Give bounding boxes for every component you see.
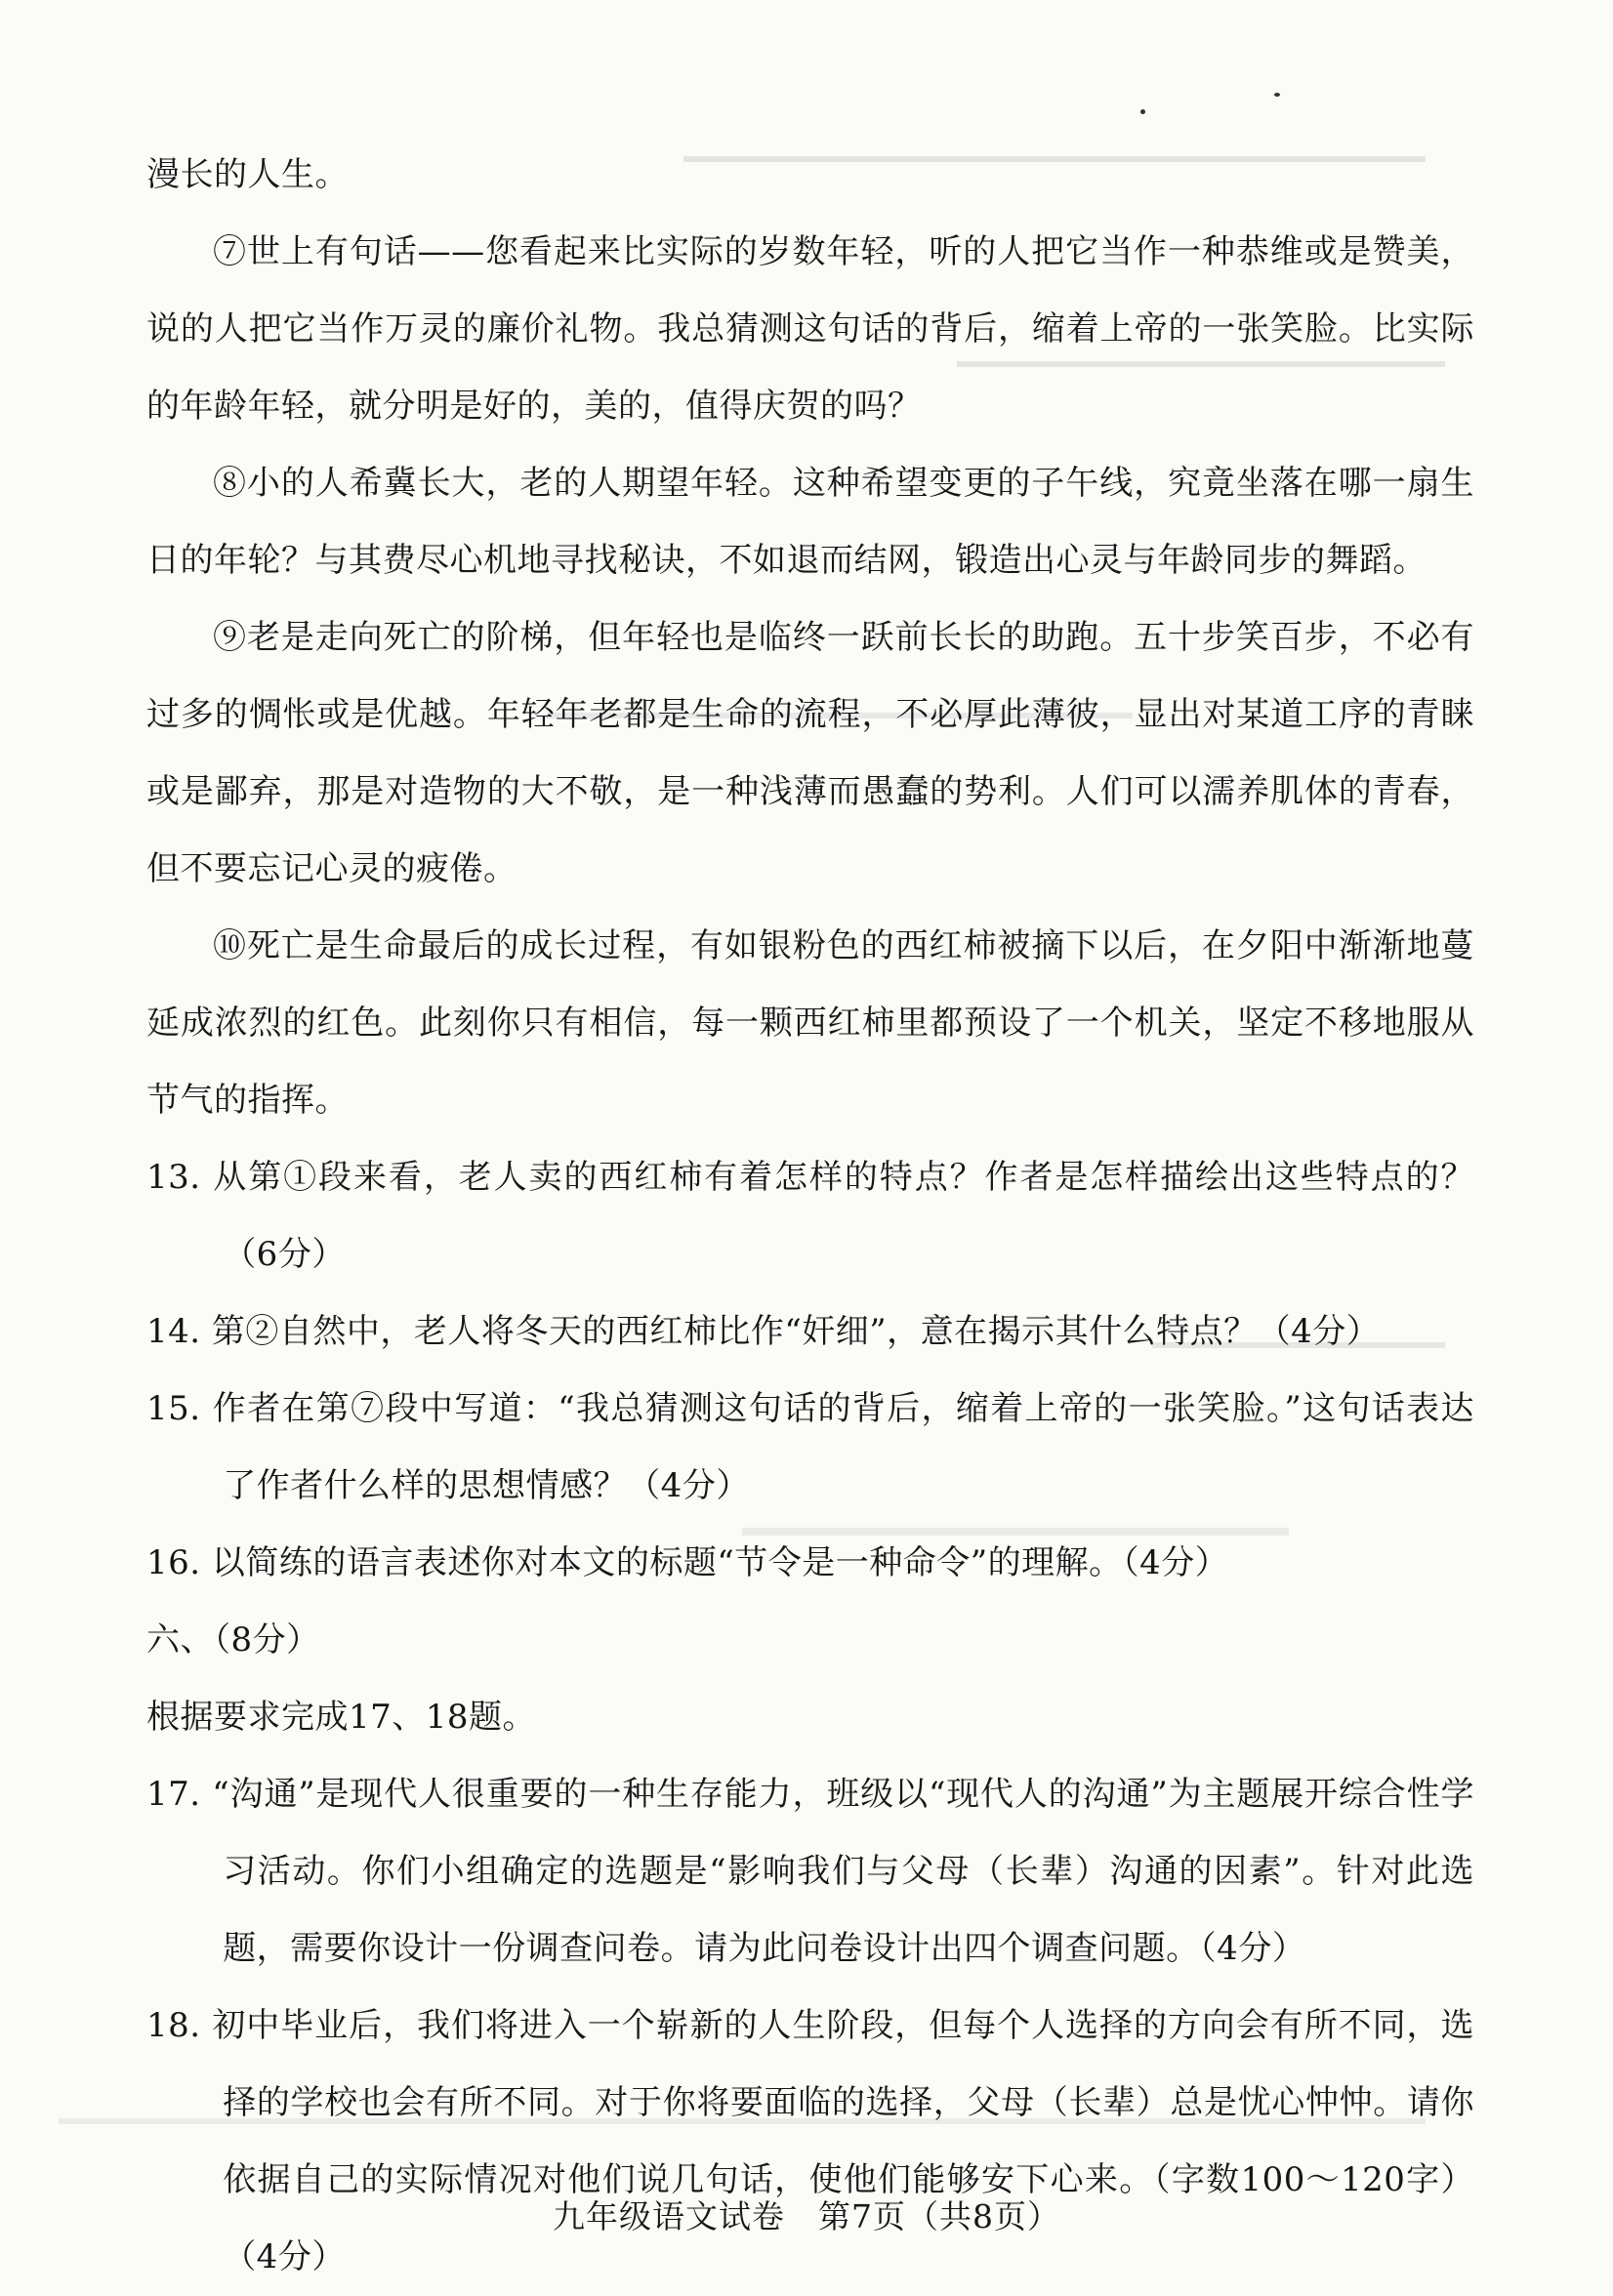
section-heading: 六、（8分） xyxy=(146,1620,320,1660)
page-footer: 九年级语文试卷 第7页（共8页） xyxy=(553,2197,1060,2235)
exam-content xyxy=(146,137,1474,2296)
question-18: 18. 初中毕业后，我们将进入一个崭新的人生阶段，但每个人选择的方向会有所不同，选择的学校也会有所不同。对于你将要面临的选择，父母（长辈）总是忧心忡忡。请你依据自己的实际情况对他们说几句话，使他们能够安下心来。（字数100～120字）（4分） xyxy=(146,2006,1474,2276)
section-instruction: 根据要求完成17、18题。 xyxy=(146,1698,537,1737)
scan-speck xyxy=(1274,93,1280,97)
question-17: 17. “沟通”是现代人很重要的一种生存能力，班级以“现代人的沟通”为主题展开综合性学习活动。你们小组确定的选题是“影响我们与父母（长辈）沟通的因素”。针对此选题，需要你设计一份调查问卷。请为此问卷设计出四个调查问题。（4分） xyxy=(146,1775,1474,1968)
paragraph-9: ⑨老是走向死亡的阶梯，但年轻也是临终一跃前长长的助跑。五十步笑百步，不必有过多的惆怅或是优越。年轻年老都是生命的流程，不必厚此薄彼，显出对某道工序的青睐或是鄙弃，那是对造物的大不敬，是一种浅薄而愚蠢的势利。人们可以濡养肌体的青春，但不要忘记心灵的疲倦。 xyxy=(146,618,1474,888)
paragraph-continued: 漫长的人生。 xyxy=(146,155,349,194)
question-15: 15. 作者在第⑦段中写道：“我总猜测这句话的背后，缩着上帝的一张笑脸。”这句话表达了作者什么样的思想情感？（4分） xyxy=(146,1389,1474,1505)
question-16: 16. 以简练的语言表述你对本文的标题“节令是一种命令”的理解。（4分） xyxy=(146,1543,1229,1582)
scan-speck xyxy=(1140,109,1145,114)
paragraph-8: ⑧小的人希冀长大，老的人期望年轻。这种希望变更的子午线，究竟坐落在哪一扇生日的年轮？与其费尽心机地寻找秘诀，不如退而结网，锻造出心灵与年龄同步的舞蹈。 xyxy=(146,464,1474,580)
question-14: 14. 第②自然中，老人将冬天的西红柿比作“奸细”，意在揭示其什么特点？（4分） xyxy=(146,1312,1381,1351)
question-13: 13. 从第①段来看，老人卖的西红柿有着怎样的特点？作者是怎样描绘出这些特点的？（6分） xyxy=(146,1158,1474,1274)
paragraph-10: ⑩死亡是生命最后的成长过程，有如银粉色的西红柿被摘下以后，在夕阳中渐渐地蔓延成浓烈的红色。此刻你只有相信，每一颗西红柿里都预设了一个机关，坚定不移地服从节气的指挥。 xyxy=(146,926,1474,1120)
paragraph-7: ⑦世上有句话——您看起来比实际的岁数年轻，听的人把它当作一种恭维或是赞美，说的人把它当作万灵的廉价礼物。我总猜测这句话的背后，缩着上帝的一张笑脸。比实际的年龄年轻，就分明是好的，美的，值得庆贺的吗？ xyxy=(146,232,1474,426)
